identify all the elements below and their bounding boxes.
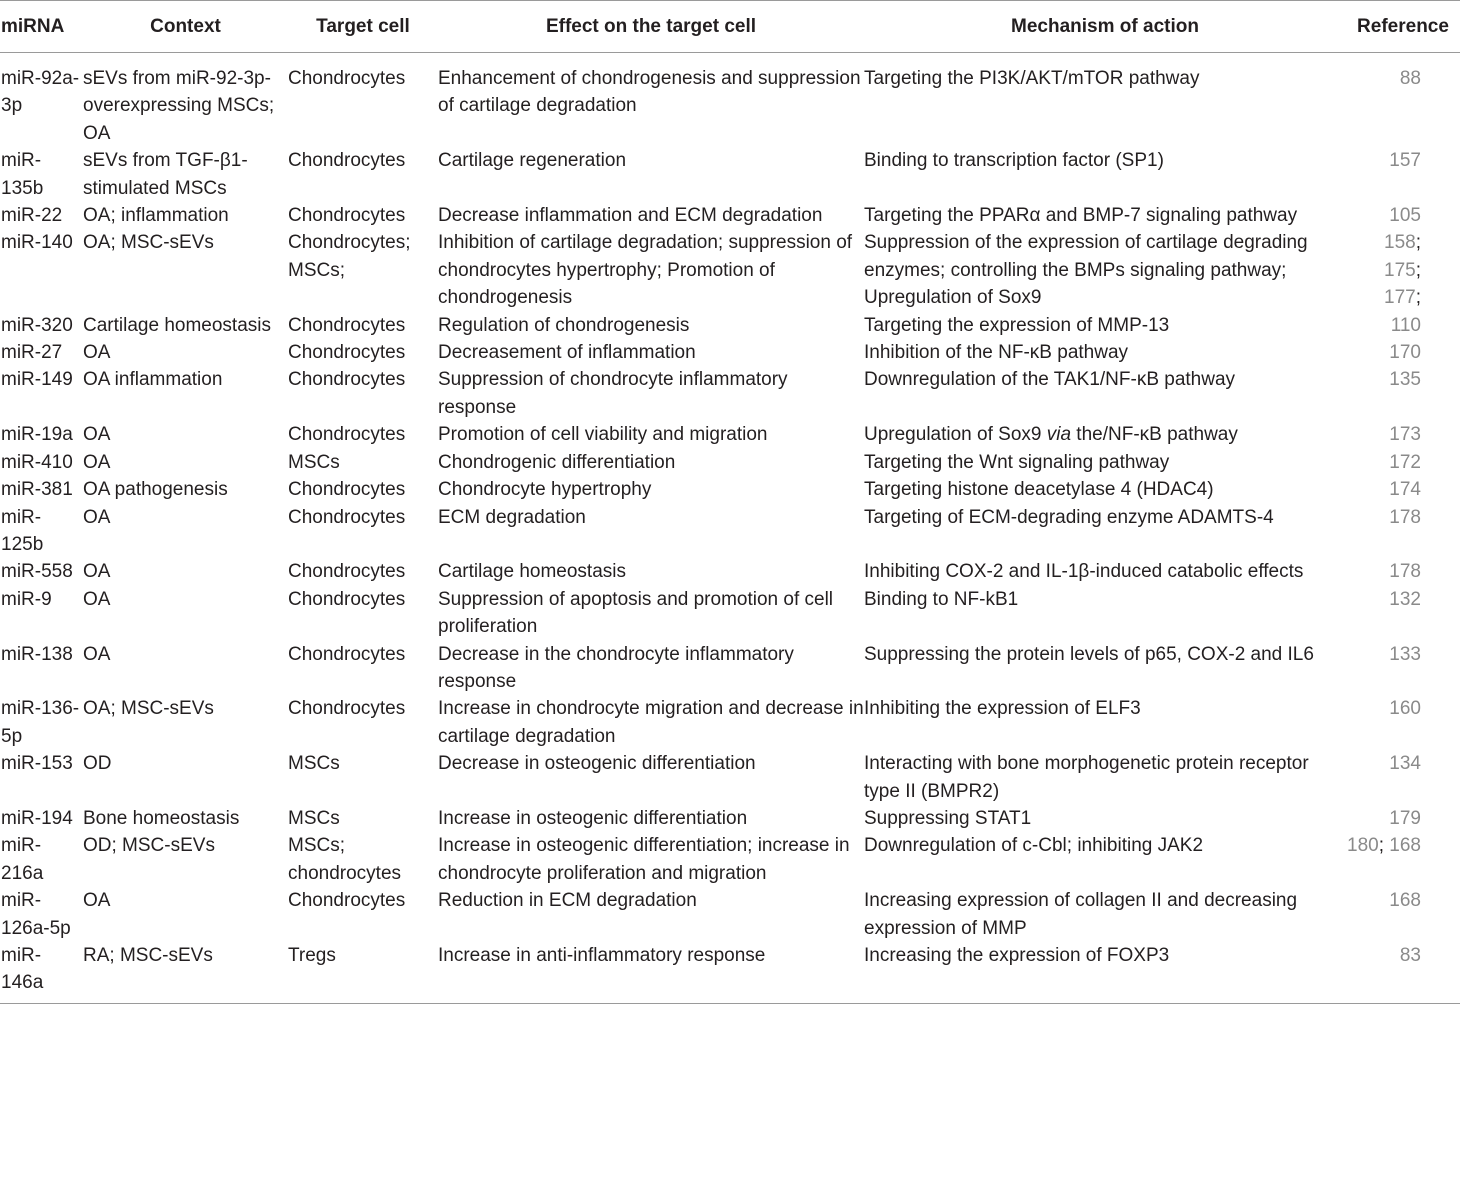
table-row	[0, 695, 1460, 750]
cell-context: sEVs from TGF-β1-stimulated MSCs	[83, 150, 248, 199]
reference-link[interactable]: 172	[1389, 451, 1421, 473]
cell-reference	[1346, 229, 1460, 311]
cell-mirna: miR-320	[1, 314, 73, 336]
cell-mechanism: Downregulation of c-Cbl; inhibiting JAK2	[864, 835, 1204, 857]
cell-target-cell: Chondrocytes	[288, 588, 406, 610]
cell-context: Bone homeostasis	[83, 807, 240, 829]
table-row	[0, 312, 1460, 339]
cell-target-cell: Chondrocytes	[288, 150, 406, 172]
cell-effect: ECM degradation	[438, 506, 586, 528]
cell-target-cell: MSCs	[288, 807, 340, 829]
cell-target-cell: Chondrocytes	[288, 424, 406, 446]
cell-mechanism: Increasing expression of collagen II and decreasing expression of MMP	[864, 890, 1298, 939]
reference-separator: ;	[1415, 259, 1421, 281]
cell-reference	[1346, 942, 1460, 1003]
cell-reference	[1346, 476, 1460, 503]
cell-mirna: miR-27	[1, 342, 63, 364]
table-row	[0, 504, 1460, 559]
reference-link[interactable]: 175	[1384, 259, 1416, 281]
cell-mechanism: Inhibition of the NF-κB pathway	[864, 342, 1129, 364]
cell-context: Cartilage homeostasis	[83, 314, 271, 336]
table-row	[0, 449, 1460, 476]
cell-effect: Chondrogenic differentiation	[438, 451, 676, 473]
cell-mirna: miR-136-5p	[1, 698, 80, 747]
cell-context: OA	[83, 506, 111, 528]
reference-link[interactable]: 134	[1389, 753, 1421, 775]
cell-effect: Suppression of chondrocyte inflammatory response	[438, 369, 788, 418]
cell-mechanism	[864, 421, 1346, 448]
table-row	[0, 887, 1460, 942]
cell-mechanism: Targeting the PI3K/AKT/mTOR pathway	[864, 68, 1200, 89]
reference-separator: ;	[1378, 835, 1390, 857]
cell-mirna: miR-153	[1, 753, 73, 775]
table-row	[0, 421, 1460, 448]
cell-effect: Suppression of apoptosis and promotion of cell proliferation	[438, 588, 834, 638]
cell-context: OA inflammation	[83, 369, 223, 391]
header-row	[0, 1, 1460, 53]
cell-mirna: miR-138	[1, 643, 73, 665]
table-row	[0, 805, 1460, 832]
cell-target-cell: Chondrocytes	[288, 314, 406, 336]
cell-mirna: miR-92a-3p	[1, 68, 80, 117]
cell-target-cell: Chondrocytes	[288, 205, 406, 227]
reference-separator: ;	[1415, 287, 1421, 309]
table-row	[0, 202, 1460, 229]
cell-reference	[1346, 147, 1460, 202]
cell-mirna: miR-135b	[1, 150, 44, 199]
table-row	[0, 586, 1460, 641]
cell-reference	[1346, 421, 1460, 448]
cell-mechanism: Inhibiting the expression of ELF3	[864, 698, 1141, 720]
cell-context: OA	[83, 643, 111, 665]
cell-context: OA	[83, 588, 111, 610]
reference-link[interactable]: 168	[1389, 835, 1421, 857]
reference-link[interactable]: 178	[1389, 506, 1421, 528]
cell-effect: Increase in chondrocyte migration and decrease in cartilage degradation	[438, 698, 864, 747]
table-row	[0, 832, 1460, 887]
table-row	[0, 558, 1460, 585]
cell-target-cell: MSCs; chondrocytes	[288, 835, 402, 884]
table-row	[0, 366, 1460, 421]
table-row	[0, 147, 1460, 202]
cell-target-cell: Chondrocytes	[288, 342, 406, 364]
mechanism-text: the/NF-κB pathway	[1071, 424, 1238, 446]
reference-link[interactable]: 88	[1399, 68, 1421, 89]
cell-mirna: miR-125b	[1, 506, 44, 555]
cell-effect: Reduction in ECM degradation	[438, 890, 697, 912]
cell-effect: Chondrocyte hypertrophy	[438, 479, 652, 501]
cell-target-cell: Chondrocytes	[288, 369, 406, 391]
cell-mechanism: Suppressing the protein levels of p65, COX-2 and IL6	[864, 643, 1314, 665]
cell-context: RA; MSC-sEVs	[83, 945, 213, 966]
reference-link[interactable]: 177	[1384, 287, 1416, 309]
cell-target-cell: Chondrocytes	[288, 561, 406, 583]
cell-context: OA	[83, 890, 111, 912]
table-row	[0, 641, 1460, 696]
cell-mechanism: Targeting histone deacetylase 4 (HDAC4)	[864, 479, 1214, 501]
cell-mechanism: Inhibiting COX-2 and IL-1β-induced catabolic effects	[864, 561, 1304, 583]
cell-target-cell: Chondrocytes; MSCs;	[288, 232, 411, 281]
cell-reference	[1346, 504, 1460, 559]
reference-link[interactable]: 174	[1389, 479, 1421, 501]
reference-link[interactable]: 135	[1389, 369, 1421, 391]
cell-mirna: miR-146a	[1, 945, 44, 994]
cell-mirna: miR-216a	[1, 835, 44, 884]
reference-link[interactable]: 110	[1390, 314, 1421, 336]
cell-target-cell: Chondrocytes	[288, 479, 406, 501]
reference-link[interactable]: 157	[1389, 150, 1421, 172]
cell-effect: Decreasement of inflammation	[438, 342, 696, 364]
cell-effect: Decrease in osteogenic differentiation	[438, 753, 756, 775]
cell-effect: Increase in osteogenic differentiation; increase in chondrocyte proliferation and migration	[438, 835, 850, 884]
cell-context: OA	[83, 561, 111, 583]
table-body	[0, 53, 1460, 1004]
cell-mechanism: Targeting the Wnt signaling pathway	[864, 451, 1170, 473]
cell-target-cell: MSCs	[288, 451, 340, 473]
cell-reference	[1346, 586, 1460, 641]
cell-reference	[1346, 695, 1460, 750]
cell-target-cell: MSCs	[288, 753, 340, 775]
header-mechanism: Mechanism of action	[1011, 15, 1199, 37]
header-reference: Reference	[1357, 15, 1449, 37]
cell-reference	[1346, 887, 1460, 942]
cell-mirna: miR-194	[1, 807, 73, 829]
cell-effect: Cartilage regeneration	[438, 150, 627, 172]
cell-mirna: miR-9	[1, 588, 52, 610]
reference-link[interactable]: 160	[1389, 698, 1421, 720]
cell-context: OA; MSC-sEVs	[83, 232, 214, 254]
cell-mirna: miR-410	[1, 451, 73, 473]
cell-target-cell: Tregs	[288, 945, 336, 966]
cell-reference	[1346, 53, 1460, 148]
reference-link[interactable]: 179	[1389, 807, 1421, 829]
table-row	[0, 476, 1460, 503]
table-row	[0, 339, 1460, 366]
cell-reference	[1346, 750, 1460, 805]
cell-reference	[1346, 202, 1460, 229]
cell-reference	[1346, 449, 1460, 476]
mechanism-text: Upregulation of Sox9	[864, 424, 1047, 446]
header-mirna: miRNA	[1, 15, 65, 37]
reference-separator: ;	[1415, 232, 1421, 254]
cell-target-cell: Chondrocytes	[288, 643, 406, 665]
reference-link[interactable]: 168	[1389, 890, 1421, 912]
reference-link[interactable]: 178	[1389, 561, 1421, 583]
cell-context: OA; MSC-sEVs	[83, 698, 214, 720]
cell-effect: Regulation of chondrogenesis	[438, 314, 690, 336]
cell-mirna: miR-381	[1, 479, 73, 501]
cell-effect: Inhibition of cartilage degradation; suppression of chondrocytes hypertrophy; Promotion of chondrogenesis	[438, 232, 853, 309]
cell-context: sEVs from miR-92-3p-overexpressing MSCs; OA	[83, 68, 275, 144]
cell-reference	[1346, 805, 1460, 832]
cell-target-cell: Chondrocytes	[288, 506, 406, 528]
cell-effect: Increase in osteogenic differentiation	[438, 807, 748, 829]
cell-context: OA	[83, 451, 111, 473]
cell-mirna: miR-126a-5p	[1, 890, 71, 939]
table-row	[0, 229, 1460, 311]
cell-target-cell: Chondrocytes	[288, 698, 406, 720]
reference-link[interactable]: 133	[1389, 643, 1421, 665]
cell-target-cell: Chondrocytes	[288, 890, 406, 912]
reference-link[interactable]: 173	[1389, 424, 1421, 446]
cell-target-cell: Chondrocytes	[288, 68, 406, 89]
reference-link[interactable]: 83	[1399, 945, 1421, 966]
cell-context: OD	[83, 753, 112, 775]
cell-mechanism: Targeting the expression of MMP-13	[864, 314, 1170, 336]
cell-effect: Enhancement of chondrogenesis and suppression of cartilage degradation	[438, 68, 861, 117]
cell-mechanism: Increasing the expression of FOXP3	[864, 945, 1170, 966]
cell-context: OA	[83, 424, 111, 446]
cell-mechanism: Targeting of ECM-degrading enzyme ADAMTS-4	[864, 506, 1274, 528]
cell-reference	[1346, 312, 1460, 339]
cell-context: OA pathogenesis	[83, 479, 228, 501]
cell-mechanism: Suppression of the expression of cartilage degrading enzymes; controlling the BMPs signaling pathway; Upregulation of Sox9	[864, 232, 1308, 309]
table-header	[0, 1, 1460, 53]
reference-link[interactable]: 158	[1384, 232, 1416, 254]
cell-reference	[1346, 641, 1460, 696]
cell-effect: Promotion of cell viability and migration	[438, 424, 768, 446]
cell-mechanism: Binding to NF-kB1	[864, 588, 1019, 610]
table-row	[0, 53, 1460, 148]
reference-link[interactable]: 132	[1389, 588, 1421, 610]
mechanism-italic-text: via	[1046, 424, 1072, 446]
cell-reference	[1346, 366, 1460, 421]
header-target-cell: Target cell	[316, 15, 410, 37]
cell-reference	[1346, 339, 1460, 366]
reference-link[interactable]: 105	[1389, 205, 1421, 227]
cell-effect: Decrease inflammation and ECM degradation	[438, 205, 823, 227]
cell-mechanism: Downregulation of the TAK1/NF-κB pathway	[864, 369, 1236, 391]
cell-reference	[1346, 558, 1460, 585]
cell-mechanism: Interacting with bone morphogenetic protein receptor type II (BMPR2)	[864, 753, 1309, 802]
cell-mirna: miR-19a	[1, 424, 73, 446]
cell-context: OA; inflammation	[83, 205, 229, 227]
cell-context: OD; MSC-sEVs	[83, 835, 215, 857]
cell-mirna: miR-140	[1, 232, 73, 254]
table-row	[0, 942, 1460, 1003]
cell-context: OA	[83, 342, 111, 364]
cell-effect: Cartilage homeostasis	[438, 561, 626, 583]
cell-mechanism: Binding to transcription factor (SP1)	[864, 150, 1164, 172]
header-context: Context	[150, 15, 221, 37]
cell-effect: Increase in anti-inflammatory response	[438, 945, 766, 966]
cell-mirna: miR-149	[1, 369, 73, 391]
cell-mirna: miR-558	[1, 561, 73, 583]
cell-mechanism: Suppressing STAT1	[864, 807, 1032, 829]
reference-link[interactable]: 170	[1389, 342, 1421, 364]
cell-effect: Decrease in the chondrocyte inflammatory response	[438, 643, 794, 692]
cell-mechanism: Targeting the PPARα and BMP-7 signaling pathway	[864, 205, 1298, 227]
header-effect: Effect on the target cell	[545, 15, 757, 37]
cell-reference	[1346, 832, 1460, 887]
cell-mirna: miR-22	[1, 205, 63, 227]
reference-link[interactable]: 180	[1347, 835, 1379, 857]
table-row	[0, 750, 1460, 805]
